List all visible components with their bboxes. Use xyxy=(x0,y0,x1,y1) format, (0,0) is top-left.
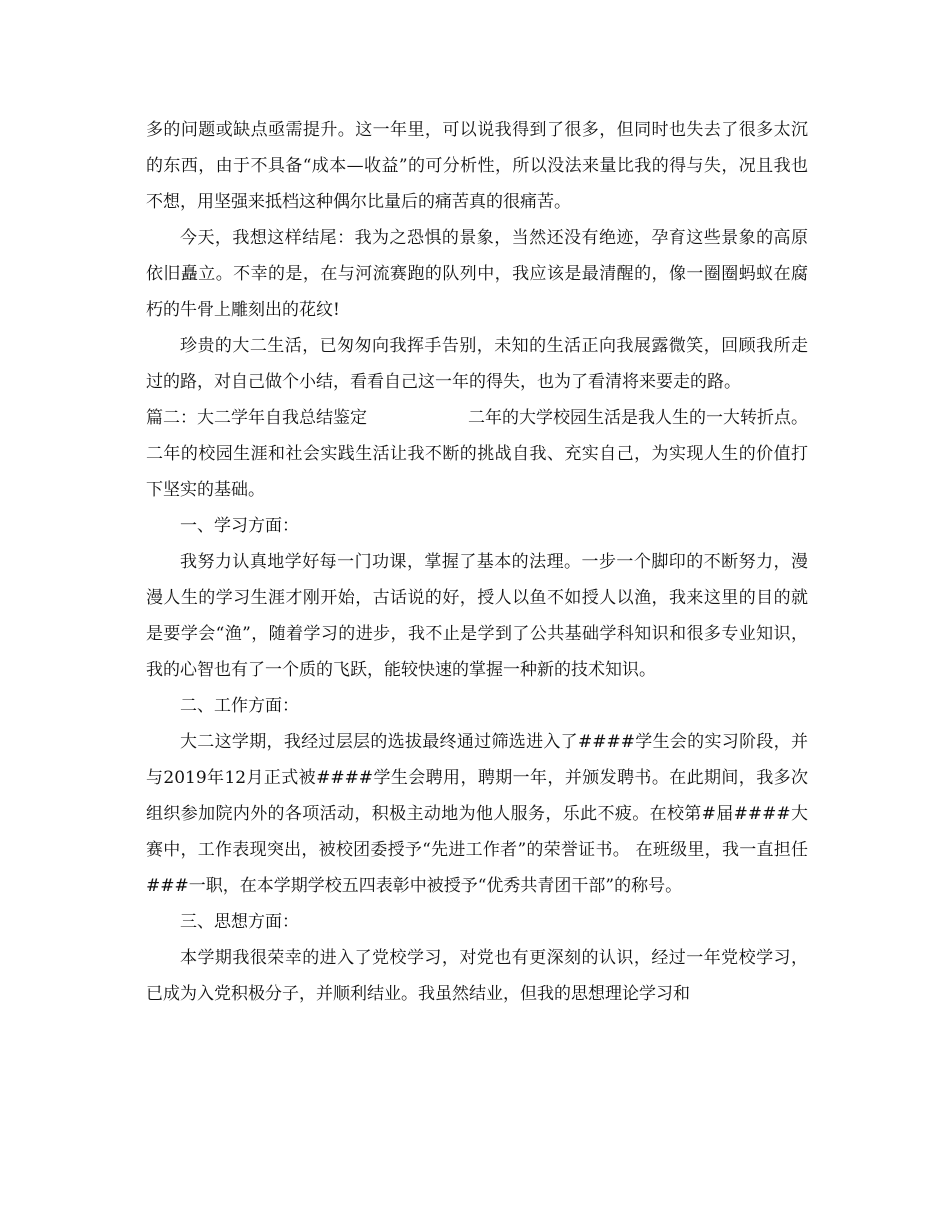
work-heading: 二、工作方面： xyxy=(180,696,299,716)
thought-heading: 三、思想方面： xyxy=(180,912,299,932)
section-two-intro: 二年的校园生涯和社会实践生活让我不断的挑战自我、充实自己，为实现人生的价值打下坚实的基础。 xyxy=(146,444,808,500)
study-heading: 一、学习方面： xyxy=(180,516,299,536)
section-two-header xyxy=(146,400,808,436)
paragraph-gains-losses: 多的问题或缺点亟需提升。这一年里，可以说我得到了很多，但同时也失去了很多太沉的东西，由于不具备“成本—收益”的可分析性，所以没法来量比我的得与失，况且我也不想，用坚强来抵档这种偶尔比量后的痛苦真的很痛苦。 xyxy=(146,120,808,212)
document-body xyxy=(146,112,808,1012)
section-two-title: 篇二：大二学年自我总结鉴定 xyxy=(146,408,367,428)
study-paragraph: 我努力认真地学好每一门功课，掌握了基本的法理。一步一个脚印的不断努力，漫漫人生的学习生涯才刚开始，古话说的好，授人以鱼不如授人以渔，我来这里的目的就是要学会“渔”，随着学习的进步，我不止是学到了公共基础学科知识和很多专业知识，我的心智也有了一个质的飞跃，能较快速的掌握一种新的技术知识。 xyxy=(146,552,808,680)
work-paragraph: 大二这学期，我经过层层的选拔最终通过筛选进入了####学生会的实习阶段，并与2019年12月正式被####学生会聘用，聘期一年，并颁发聘书。在此期间，我多次组织参加院内外的各项活动，积极主动地为他人服务，乐此不疲。在校第#届####大赛中，工作表现突出，被校团委授予“先进工作者”的荣誉证书。 在班级里，我一直担任###一职，在本学期学校五四表彰中被授予“优秀共青团干部”的称号。 xyxy=(146,732,808,896)
paragraph-conclusion: 今天，我想这样结尾：我为之恐惧的景象，当然还没有绝迹，孕育这些景象的高原依旧矗立。不幸的是，在与河流赛跑的队列中，我应该是最清醒的，像一圈圈蚂蚁在腐朽的牛骨上雕刻出的花纹! xyxy=(146,228,808,320)
section-two-intro-head: 二年的大学校园生活是我人生的一大转折点。 xyxy=(468,408,808,428)
thought-paragraph: 本学期我很荣幸的进入了党校学习，对党也有更深刻的认识，经过一年党校学习，已成为入党积极分子，并顺利结业。我虽然结业，但我的思想理论学习和 xyxy=(146,948,808,1004)
paragraph-farewell: 珍贵的大二生活，已匆匆向我挥手告别，未知的生活正向我展露微笑，回顾我所走过的路，对自己做个小结，看看自己这一年的得失，也为了看清将来要走的路。 xyxy=(146,336,808,392)
